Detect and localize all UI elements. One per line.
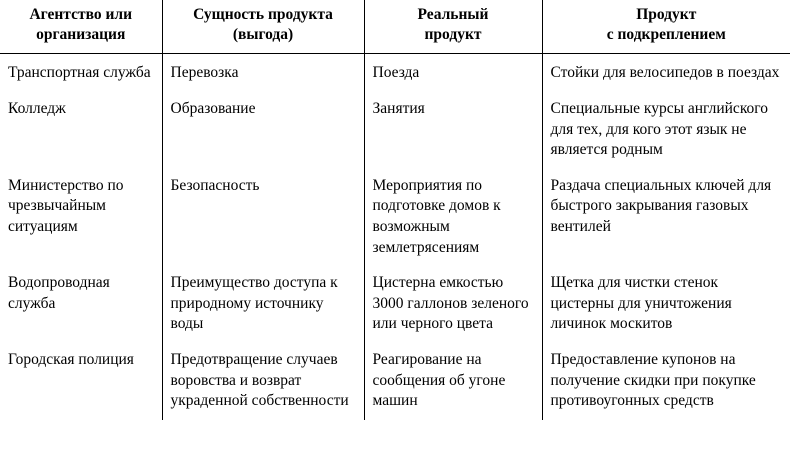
table-row <box>0 343 790 420</box>
column-header-core-benefit-line-1: Сущность продукта <box>193 6 333 23</box>
column-header-augmented-product-line-1: Продукт <box>636 6 697 23</box>
table-header-row <box>0 0 790 54</box>
cell-core-benefit: Перевозка <box>162 54 364 92</box>
cell-actual-product: Мероприятия по подготовке домов к возможным землетрясениям <box>364 169 542 266</box>
cell-agency: Министерство по чрезвычайным ситуациям <box>0 169 162 266</box>
table-row <box>0 54 790 92</box>
column-header-augmented-product-line-2: с подкреплением <box>606 26 726 44</box>
cell-actual-product: Поезда <box>364 54 542 92</box>
cell-agency: Колледж <box>0 92 162 169</box>
table-row <box>0 92 790 169</box>
column-header-agency-line-1: Агентство или <box>29 6 133 23</box>
cell-augmented-product: Специальные курсы английского для тех, для кого этот язык не является родным <box>550 99 769 159</box>
cell-core-benefit: Образование <box>162 92 364 169</box>
column-header-core-benefit <box>162 0 364 54</box>
table-body <box>0 54 790 420</box>
cell-core-benefit: Безопасность <box>162 169 364 266</box>
table-row <box>0 169 790 266</box>
cell-augmented-product: Раздача специальных ключей для быстрого закрывания газовых вентилей <box>550 176 772 235</box>
table-row <box>0 266 790 343</box>
cell-agency: Водопроводная служба <box>0 266 162 343</box>
column-header-actual-product-line-1: Реальный <box>417 6 489 23</box>
cell-augmented-product: Щетка для чистки стенок цистерны для уничтожения личинок москитов <box>550 274 732 333</box>
column-header-actual-product-line-2: продукт <box>424 26 482 44</box>
column-header-agency-line-2: организация <box>36 26 126 44</box>
cell-augmented-product: Стойки для велосипедов в поездах <box>550 64 780 82</box>
table-header <box>0 0 790 54</box>
column-header-core-benefit-line-2: (выгода) <box>232 26 294 44</box>
cell-core-benefit: Предотвращение случаев воровства и возврат украденной собственности <box>162 343 364 420</box>
cell-actual-product: Реагирование на сообщения об угоне машин <box>364 343 542 420</box>
cell-actual-product: Занятия <box>364 92 542 169</box>
cell-augmented-product: Предоставление купонов на получение скидки при покупке противоугонных средств <box>550 350 756 410</box>
cell-core-benefit: Преимущество доступа к природному источнику воды <box>162 266 364 343</box>
column-header-agency <box>0 0 162 54</box>
column-header-augmented-product <box>542 0 790 54</box>
cell-actual-product: Цистерна емкостью 3000 галлонов зеленого или черного цвета <box>364 266 542 343</box>
column-header-actual-product <box>364 0 542 54</box>
cell-agency: Транспортная служба <box>0 54 162 92</box>
cell-agency: Городская полиция <box>0 343 162 420</box>
